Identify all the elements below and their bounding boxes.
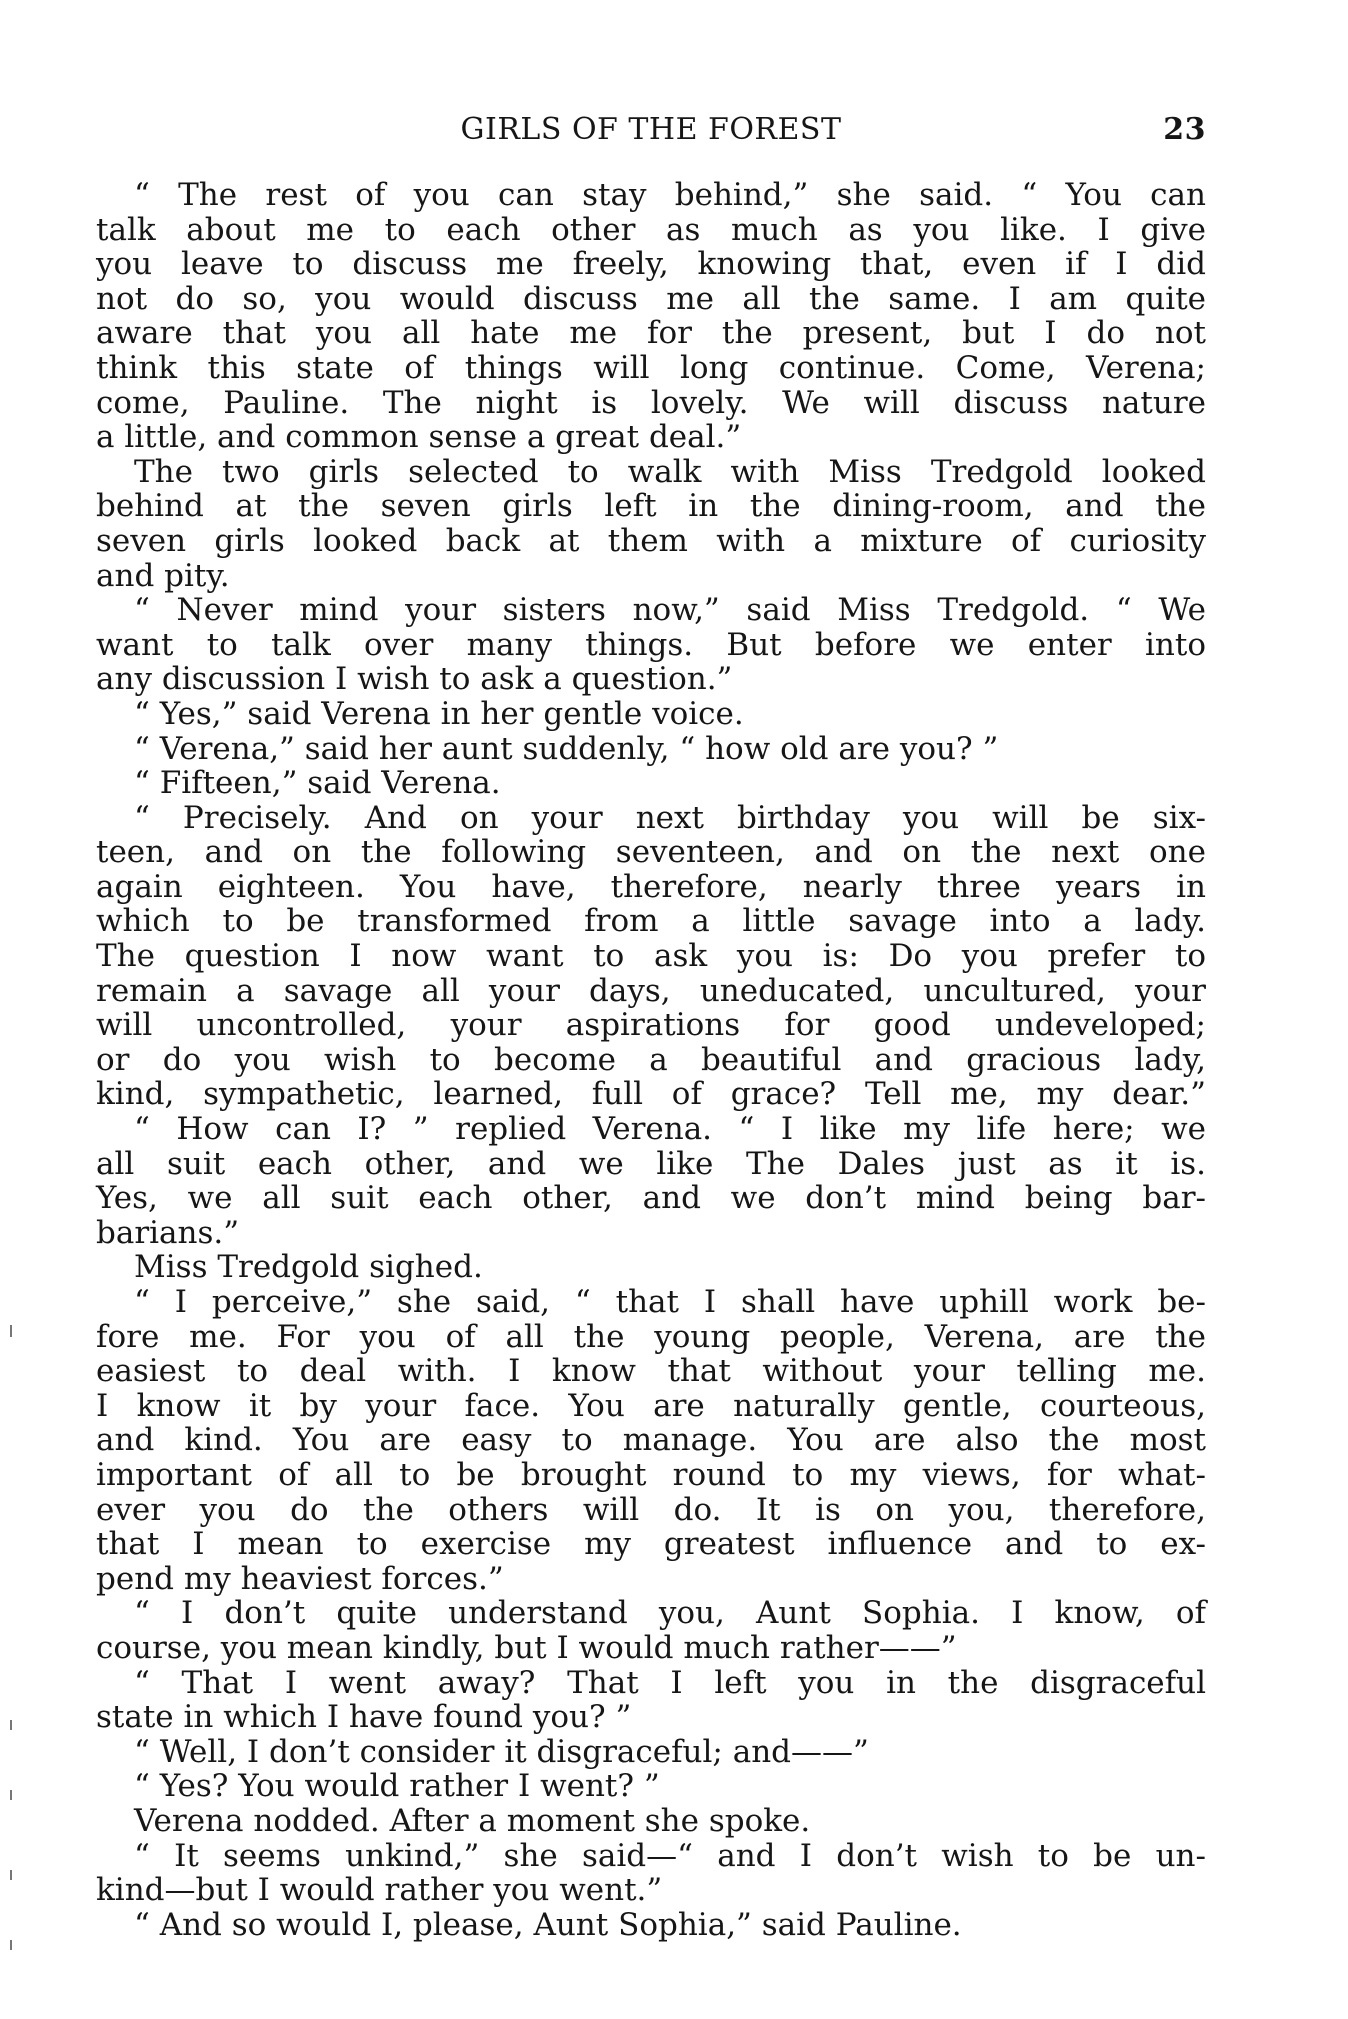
text-line: a little, and common sense a great deal.” (96, 419, 742, 456)
text-line: “ It seems unkind,” she said—“ and I don’t wish to be un- (134, 1837, 1206, 1874)
text-line: and pity. (96, 557, 230, 594)
text-line: “ I perceive,” she said, “ that I shall have uphill work be- (134, 1284, 1206, 1320)
text-line: “ Well, I don’t consider it disgraceful; and——” (134, 1733, 869, 1770)
text-line: “ Precisely. And on your next birthday you will be six- (134, 799, 1206, 836)
scan-margin-speck (10, 1790, 12, 1800)
text-line: Miss Tredgold sighed. (134, 1249, 483, 1286)
text-line: kind, sympathetic, learned, full of grace? Tell me, my dear.” (96, 1076, 1206, 1113)
text-line: course, you mean kindly, but I would much rather——” (96, 1629, 957, 1666)
text-line: want to talk over many things. But before we enter into (96, 626, 1206, 663)
text-line: “ The rest of you can stay behind,” she said. “ You can (134, 177, 1206, 213)
text-line: “ How can I? ” replied Verena. “ I like my life here; we (134, 1111, 1206, 1148)
text-line: “ Fifteen,” said Verena. (134, 765, 501, 802)
text-line: easiest to deal with. I know that without your telling me. (96, 1353, 1206, 1390)
text-line: think this state of things will long continue. Come, Verena; (96, 349, 1206, 386)
text-line: pend my heaviest forces.” (96, 1560, 504, 1597)
text-line: “ Never mind your sisters now,” said Miss Tredgold. “ We (134, 592, 1206, 629)
text-line: “ Yes,” said Verena in her gentle voice. (134, 695, 744, 732)
text-line: Yes, we all suit each other, and we don’t mind being bar- (96, 1180, 1206, 1217)
text-line: ever you do the others will do. It is on you, therefore, (96, 1491, 1206, 1528)
text-line: will uncontrolled, your aspirations for good undeveloped; (96, 1007, 1206, 1044)
text-line: “ That I went away? That I left you in the disgraceful (134, 1664, 1206, 1701)
text-line: important of all to be brought round to my views, for what- (96, 1456, 1206, 1493)
text-line: kind—but I would rather you went.” (96, 1872, 663, 1909)
text-line: aware that you all hate me for the present, but I do not (96, 315, 1206, 352)
text-line: come, Pauline. The night is lovely. We will discuss nature (96, 384, 1206, 421)
scan-margin-speck (10, 1870, 12, 1880)
text-line: “ Yes? You would rather I went? ” (134, 1768, 660, 1805)
text-line: The question I now want to ask you is: Do you prefer to (96, 938, 1206, 975)
text-line: remain a savage all your days, uneducated, uncultured, your (96, 972, 1206, 1009)
text-line: barians.” (96, 1214, 240, 1251)
page-number: 23 (1163, 112, 1206, 147)
running-title: GIRLS OF THE FOREST (460, 112, 842, 147)
text-line: “ I don’t quite understand you, Aunt Sophia. I know, of (134, 1595, 1206, 1632)
text-line: that I mean to exercise my greatest influence and to ex- (96, 1526, 1206, 1563)
text-line: which to be transformed from a little savage into a lady. (96, 903, 1206, 940)
text-line: The two girls selected to walk with Miss Tredgold looked (134, 453, 1206, 490)
text-line: or do you wish to become a beautiful and gracious lady, (96, 1041, 1206, 1078)
text-line: fore me. For you of all the young people, Verena, are the (96, 1318, 1206, 1355)
text-line: and kind. You are easy to manage. You are also the most (96, 1422, 1206, 1459)
scan-margin-speck (10, 1940, 12, 1950)
text-line: “ Verena,” said her aunt suddenly, “ how old are you? ” (134, 730, 999, 767)
body-text (96, 178, 1206, 1942)
text-line: talk about me to each other as much as you like. I give (96, 211, 1206, 248)
text-line: all suit each other, and we like The Dales just as it is. (96, 1145, 1206, 1182)
text-line: seven girls looked back at them with a mixture of curiosity (96, 522, 1206, 559)
text-line: state in which I have found you? ” (96, 1699, 632, 1736)
text-line: “ And so would I, please, Aunt Sophia,” said Pauline. (134, 1906, 962, 1943)
running-header (96, 108, 1206, 152)
text-line: not do so, you would discuss me all the same. I am quite (96, 280, 1206, 317)
text-line: behind at the seven girls left in the dining-room, and the (96, 488, 1206, 525)
scan-margin-speck (10, 1325, 12, 1337)
text-line: any discussion I wish to ask a question.” (96, 661, 733, 698)
text-line: I know it by your face. You are naturally gentle, courteous, (96, 1387, 1206, 1424)
text-line: you leave to discuss me freely, knowing that, even if I did (96, 246, 1206, 283)
scan-margin-speck (10, 1720, 12, 1730)
text-line: teen, and on the following seventeen, and on the next one (96, 834, 1206, 871)
text-line: Verena nodded. After a moment she spoke. (134, 1802, 811, 1839)
text-line: again eighteen. You have, therefore, nearly three years in (96, 868, 1206, 905)
